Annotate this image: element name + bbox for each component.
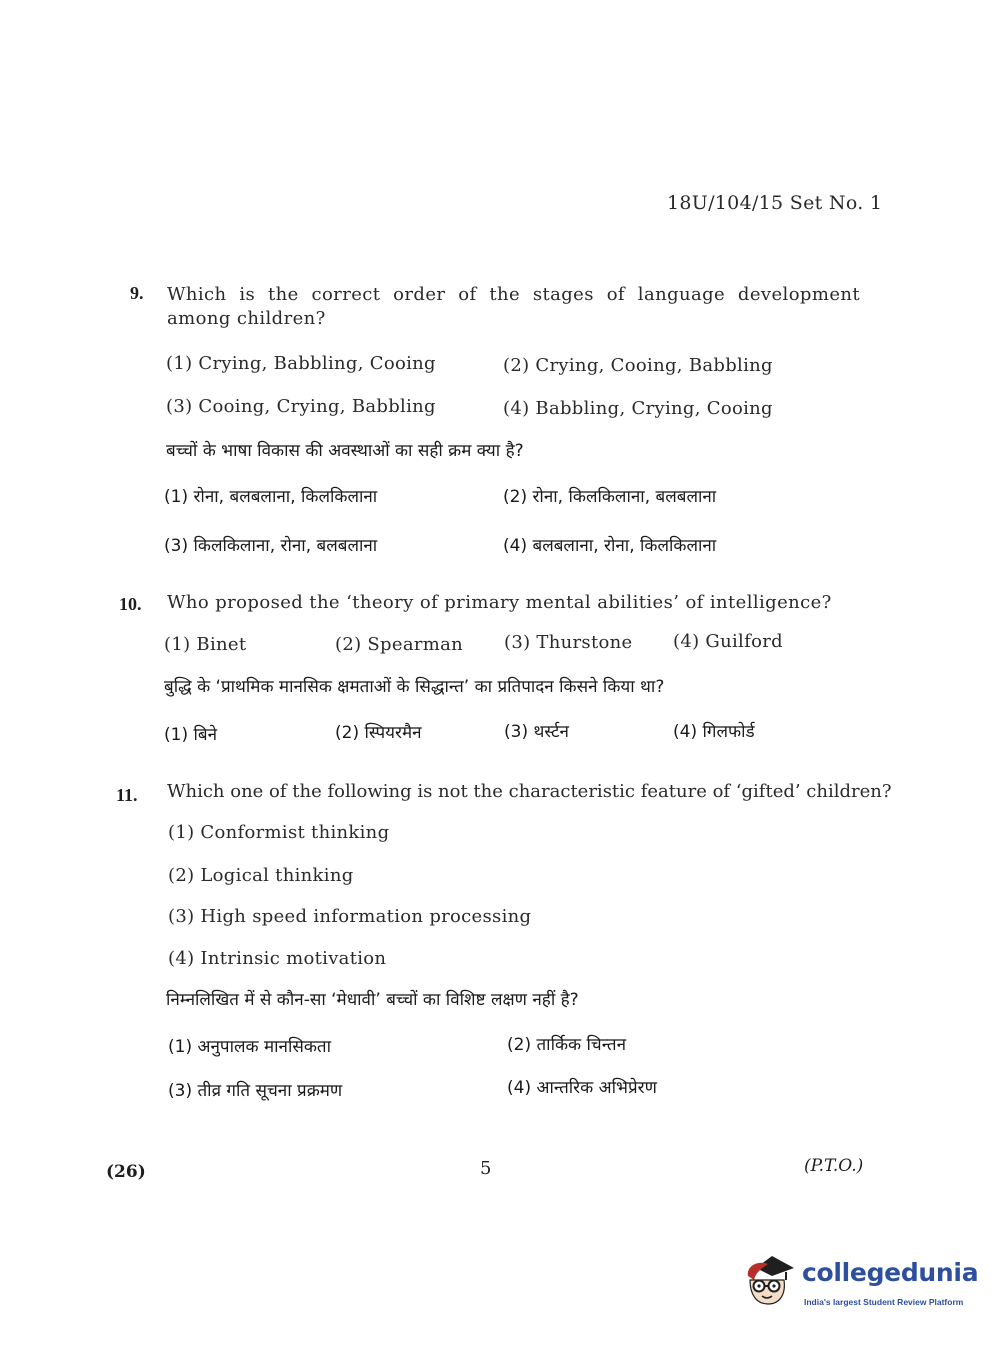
option-en: (2) Logical thinking	[168, 865, 354, 886]
option-hi: (2) रोना, किलकिलाना, बलबलाना	[503, 487, 717, 507]
question-text-hi: बच्चों के भाषा विकास की अवस्थाओं का सही क्रम क्या है?	[166, 441, 524, 461]
pto-label: (P.T.O.)	[804, 1156, 864, 1176]
option-en: (3) Cooing, Crying, Babbling	[166, 396, 436, 417]
question-text-hi: निम्नलिखित में से कौन-सा ‘मेधावी’ बच्चों का विशिष्ट लक्षण नहीं है?	[166, 990, 579, 1010]
option-hi: (1) रोना, बलबलाना, किलकिलाना	[164, 487, 378, 507]
option-en: (2) Crying, Cooing, Babbling	[503, 355, 773, 376]
option-en: (3) High speed information processing	[168, 906, 532, 927]
option-en: (1) Conformist thinking	[168, 822, 390, 843]
option-hi: (3) किलकिलाना, रोना, बलबलाना	[164, 536, 378, 556]
option-hi: (1) अनुपालक मानसिकता	[168, 1037, 331, 1057]
option-hi: (3) थर्स्टन	[504, 722, 569, 742]
option-en: (1) Binet	[164, 634, 247, 655]
option-hi: (2) स्पियरमैन	[335, 723, 422, 743]
option-hi: (4) गिलफोर्ड	[673, 722, 755, 742]
question-text-en: Which is the correct order of the stages of language development among children?	[167, 284, 860, 329]
question-text-en: Who proposed the ‘theory of primary mental abilities’ of intelligence?	[167, 592, 832, 613]
page-number: 5	[480, 1158, 492, 1179]
question-number: 11.	[116, 785, 138, 805]
option-hi: (2) तार्किक चिन्तन	[507, 1035, 627, 1055]
option-en: (4) Babbling, Crying, Cooing	[503, 398, 773, 419]
brand-name: collegedunia	[802, 1258, 979, 1287]
option-en: (2) Spearman	[335, 634, 464, 655]
option-hi: (1) बिने	[164, 725, 218, 745]
header-code: 18U/104/15 Set No. 1	[667, 192, 883, 214]
question-number: 9.	[130, 283, 144, 303]
question-number: 10.	[119, 594, 142, 614]
question-text-hi: बुद्धि के ‘प्राथमिक मानसिक क्षमताओं के सिद्धान्त’ का प्रतिपादन किसने किया था?	[164, 677, 665, 697]
student-mascot-icon	[742, 1250, 800, 1310]
option-en: (1) Crying, Babbling, Cooing	[166, 353, 436, 374]
option-en: (3) Thurstone	[504, 632, 633, 653]
question-text-en: Which one of the following is not the characteristic feature of ‘gifted’ children?	[167, 781, 892, 802]
option-hi: (4) बलबलाना, रोना, किलकिलाना	[503, 536, 717, 556]
option-hi: (4) आन्तरिक अभिप्रेरण	[507, 1078, 657, 1098]
brand-tagline: India's largest Student Review Platform	[804, 1297, 964, 1307]
option-en: (4) Intrinsic motivation	[168, 948, 387, 969]
option-en: (4) Guilford	[673, 631, 783, 652]
option-hi: (3) तीव्र गति सूचना प्रक्रमण	[168, 1081, 343, 1101]
footer-code: (26)	[106, 1162, 146, 1182]
